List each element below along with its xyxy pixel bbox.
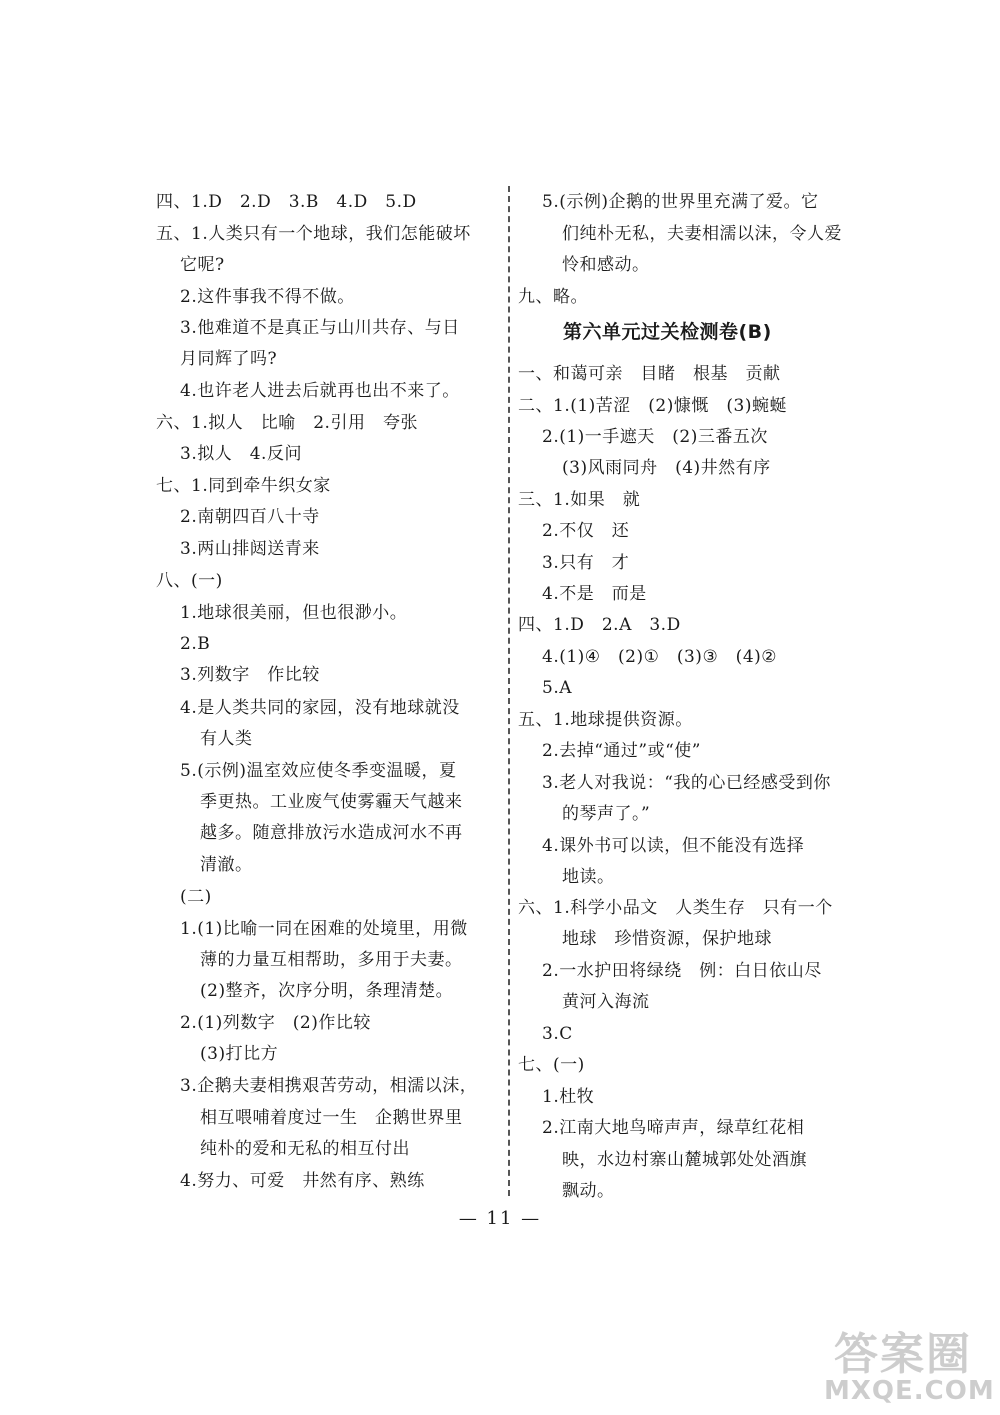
- answer-line: 有人类: [200, 729, 253, 749]
- answer-line: 2.江南大地鸟啼声声，绿草红花相: [542, 1118, 805, 1138]
- answer-line: 薄的力量互相帮助，多用于夫妻。: [200, 950, 463, 970]
- answer-line: 3.两山排闼送青来: [180, 539, 320, 559]
- answer-line: 八、(一): [156, 571, 223, 591]
- watermark-site: MXQE.COM: [824, 1376, 995, 1406]
- answer-line: (3)风雨同舟 (4)井然有序: [562, 458, 771, 478]
- answer-line: 2.一水护田将绿绕 例：白日依山尽: [542, 961, 822, 981]
- watermark-logo: [822, 1318, 994, 1410]
- answer-line: 月同辉了吗?: [180, 349, 278, 369]
- answer-line: 2.南朝四百八十寺: [180, 507, 320, 527]
- answer-line: 1.地球很美丽，但也很渺小。: [180, 603, 408, 623]
- answer-line: 地读。: [562, 867, 615, 887]
- answer-line: 5.A: [542, 678, 572, 698]
- answer-line: 清澈。: [200, 855, 253, 875]
- answer-line: 相互喂哺着度过一生 企鹅世界里: [200, 1108, 463, 1128]
- answer-line: 怜和感动。: [562, 255, 650, 275]
- answer-line: 九、略。: [518, 287, 588, 307]
- answer-line: 纯朴的爱和无私的相互付出: [200, 1139, 410, 1159]
- answer-line: 四、1.D 2.D 3.B 4.D 5.D: [156, 192, 417, 212]
- answer-line: 六、1.科学小品文 人类生存 只有一个: [518, 898, 833, 918]
- answer-line: 4.课外书可以读，但不能没有选择: [542, 836, 805, 856]
- answer-line: 3.他难道不是真正与山川共存、与日: [180, 318, 460, 338]
- answer-line: 2.不仅 还: [542, 521, 630, 541]
- page-number: — 11 —: [458, 1208, 542, 1229]
- answer-line: 3.列数字 作比较: [180, 665, 320, 685]
- answer-line: 4.也许老人进去后就再也出不来了。: [180, 381, 460, 401]
- answer-line: 2.去掉“通过”或“使”: [542, 741, 701, 761]
- answer-line: 它呢?: [180, 255, 225, 275]
- answer-line: 3.拟人 4.反问: [180, 444, 302, 464]
- answer-line: 2.B: [180, 634, 211, 654]
- answer-line: 三、1.如果 就: [518, 490, 641, 510]
- answer-line: 七、1.同到牵牛织女家: [156, 476, 331, 496]
- answer-line: 七、(一): [518, 1055, 585, 1075]
- answer-line: 3.只有 才: [542, 553, 630, 573]
- answer-line: 4.努力、可爱 井然有序、熟练: [180, 1171, 425, 1191]
- answer-line: 4.不是 而是: [542, 584, 647, 604]
- answer-line: 地球 珍惜资源，保护地球: [562, 929, 772, 949]
- answer-line: 2.这件事我不得不做。: [180, 287, 355, 307]
- answer-line: 2.(1)一手遮天 (2)三番五次: [542, 427, 768, 447]
- answer-line: 五、1.地球提供资源。: [518, 710, 693, 730]
- answer-line: 2.(1)列数字 (2)作比较: [180, 1013, 371, 1033]
- answer-line: 六、1.拟人 比喻 2.引用 夸张: [156, 413, 418, 433]
- answer-line: 5.(示例)温室效应使冬季变温暖，夏: [180, 761, 457, 781]
- answer-line: 3.C: [542, 1024, 573, 1044]
- answer-line: 一、和蔼可亲 目睹 根基 贡献: [518, 364, 781, 384]
- section-title: 第六单元过关检测卷(B): [563, 321, 772, 343]
- answer-line: (二): [180, 887, 212, 907]
- answer-line: 3.企鹅夫妻相携艰苦劳动，相濡以沫，: [180, 1076, 478, 1096]
- answer-line: 4.是人类共同的家园，没有地球就没: [180, 698, 460, 718]
- watermark-logo-text: 答案圈: [834, 1329, 972, 1380]
- answer-line: 们纯朴无私，夫妻相濡以沫，令人爱: [562, 224, 842, 244]
- answer-line: 3.老人对我说：“我的心已经感受到你: [542, 773, 831, 793]
- answer-line: 1.杜牧: [542, 1087, 595, 1107]
- answer-line: 四、1.D 2.A 3.D: [518, 615, 681, 635]
- answer-line: 五、1.人类只有一个地球，我们怎能破坏: [156, 224, 471, 244]
- answer-line: 1.(1)比喻一同在困难的处境里，用微: [180, 919, 468, 939]
- answer-line: (3)打比方: [200, 1044, 279, 1064]
- answer-line: 季更热。工业废气使雾霾天气越来: [200, 792, 463, 812]
- answer-line: 黄河入海流: [562, 992, 650, 1012]
- answer-line: 5.(示例)企鹅的世界里充满了爱。它: [542, 192, 819, 212]
- column-divider: [508, 186, 510, 1196]
- answer-line: 的琴声了。”: [562, 804, 651, 824]
- answer-line: 越多。随意排放污水造成河水不再: [200, 823, 463, 843]
- answer-line: 飘动。: [562, 1181, 615, 1201]
- answer-line: 二、1.(1)苦涩 (2)慷慨 (3)蜿蜒: [518, 396, 787, 416]
- answer-line: 4.(1)④ (2)① (3)③ (4)②: [542, 647, 778, 667]
- answer-line: 映，水边村寨山麓城郭处处酒旗: [562, 1150, 807, 1170]
- answer-line: (2)整齐，次序分明，条理清楚。: [200, 981, 454, 1001]
